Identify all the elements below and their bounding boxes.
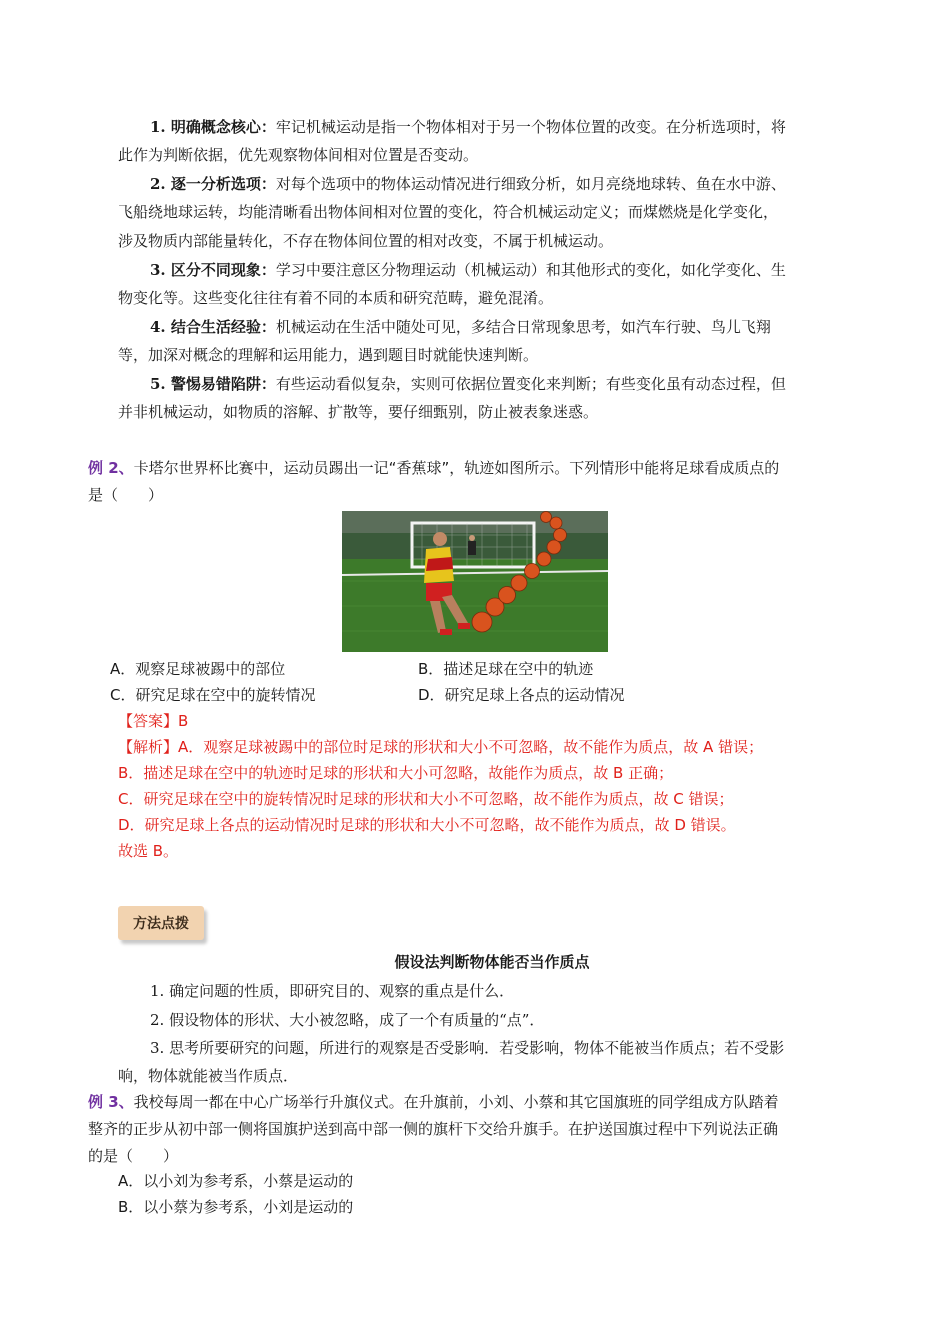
example-3-stem-cont: 整齐的正步从初中部一侧将国旗护送到高中部一侧的旗杆下交给升旗手。在护送国旗过程中下列说法正确 (88, 1120, 779, 1138)
tip-5-cont: 并非机械运动，如物质的溶解、扩散等，要仔细甄别，防止被表象迷惑。 (118, 403, 599, 421)
example-2-analysis-4: D．研究足球上各点的运动情况时足球的形状和大小不可忽略，故不能作为质点，故 D 错误。 (118, 816, 736, 834)
example-3-stem: 例 3、我校每周一都在中心广场举行升旗仪式。在升旗前，小刘、小蔡和其它国旗班的同学组成方队踏着 (88, 1093, 779, 1111)
example-2-option-d: D．研究足球上各点的运动情况 (418, 686, 625, 704)
tip-4: 4. 结合生活经验：机械运动在生活中随处可见，多结合日常现象思考，如汽车行驶、鸟儿飞翔 (150, 318, 771, 336)
example-2-option-a: A．观察足球被踢中的部位 (110, 660, 286, 678)
tip-2-cont2: 涉及物质内部能量转化，不存在物体间位置的相对改变，不属于机械运动。 (118, 232, 614, 250)
tip-2: 2. 逐一分析选项：对每个选项中的物体运动情况进行细致分析，如月亮绕地球转、鱼在水中游、 (150, 175, 786, 193)
example-2-analysis-2: B．描述足球在空中的轨迹时足球的形状和大小可忽略，故能作为质点，故 B 正确； (118, 764, 674, 782)
example-2-analysis-5: 故选 B。 (118, 842, 179, 860)
example-2-analysis-3: C．研究足球在空中的旋转情况时足球的形状和大小不可忽略，故不能作为质点，故 C 错误； (118, 790, 734, 808)
soccer-photo (342, 511, 608, 652)
tip-4-cont: 等，加深对概念的理解和运用能力，遇到题目时就能快速判断。 (118, 346, 539, 364)
method-line-2: 2. 假设物体的形状、大小被忽略，成了一个有质量的“点”． (150, 1011, 545, 1029)
tip-2-cont: 飞船绕地球运转，均能清晰看出物体间相对位置的变化，符合机械运动定义；而煤燃烧是化学变化， (118, 203, 779, 221)
tip-5: 5. 警惕易错陷阱：有些运动看似复杂，实则可依据位置变化来判断；有些变化虽有动态过程，但 (150, 375, 786, 393)
example-2-stem-cont: 是（ ） (88, 486, 164, 504)
example-3-option-a: A．以小刘为参考系，小蔡是运动的 (118, 1172, 354, 1190)
method-badge: 方法点拨 (118, 906, 204, 940)
example-2-analysis-1: 【解析】A．观察足球被踢中的部位时足球的形状和大小不可忽略，故不能作为质点，故 A 错误； (118, 738, 764, 756)
example-2-option-b: B．描述足球在空中的轨迹 (418, 660, 594, 678)
tip-1: 1. 明确概念核心：牢记机械运动是指一个物体相对于另一个物体位置的改变。在分析选项时，将 (150, 118, 786, 136)
tip-1-cont: 此作为判断依据，优先观察物体间相对位置是否变动。 (118, 146, 479, 164)
method-title: 假设法判断物体能否当作质点 (394, 953, 590, 971)
example-3-option-b: B．以小蔡为参考系，小刘是运动的 (118, 1198, 354, 1216)
example-3-stem-cont2: 的是（ ） (88, 1147, 179, 1165)
example-2-option-c: C．研究足球在空中的旋转情况 (110, 686, 316, 704)
example-2-answer: 【答案】B (118, 712, 189, 730)
method-line-1: 1. 确定问题的性质，即研究目的、观察的重点是什么． (150, 982, 515, 1000)
method-line-3: 3. 思考所要研究的问题，所进行的观察是否受影响．若受影响，物体不能被当作质点；若不受影 (150, 1039, 785, 1057)
tip-3-cont: 物变化等。这些变化往往有着不同的本质和研究范畴，避免混淆。 (118, 289, 554, 307)
tip-3: 3. 区分不同现象：学习中要注意区分物理运动（机械运动）和其他形式的变化，如化学变化、生 (150, 261, 786, 279)
example-2-stem: 例 2、卡塔尔世界杯比赛中，运动员踢出一记“香蕉球”，轨迹如图所示。下列情形中能将足球看成质点的 (88, 459, 780, 477)
method-line-4: 响，物体就能被当作质点． (118, 1067, 299, 1085)
